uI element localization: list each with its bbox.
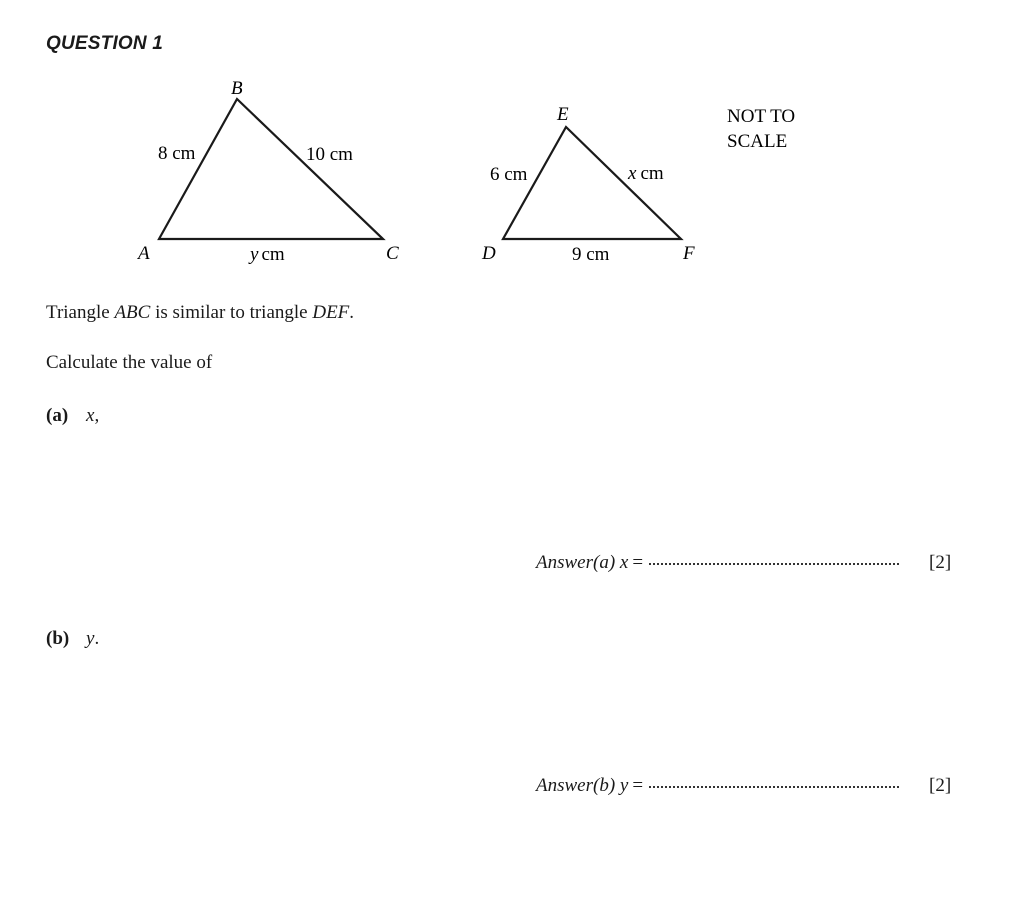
part-a-var: x bbox=[86, 405, 95, 426]
part-a-label: (a) bbox=[46, 405, 69, 426]
answer-a-label: Answer(a) x bbox=[536, 552, 629, 573]
answer-b-field[interactable] bbox=[649, 786, 899, 788]
vertex-label-e: E bbox=[557, 104, 569, 125]
vertex-label-f: F bbox=[683, 243, 695, 264]
side-label-ab: 8 cm bbox=[158, 143, 196, 164]
part-b-label: (b) bbox=[46, 628, 70, 649]
vertex-label-b: B bbox=[231, 78, 243, 99]
answer-b-label: Answer(b) y bbox=[536, 775, 629, 796]
similarity-statement bbox=[46, 302, 354, 324]
statement-abc: ABC bbox=[114, 302, 151, 323]
side-label-ac bbox=[248, 244, 285, 265]
answer-a-equals: = bbox=[632, 552, 644, 573]
part-a bbox=[46, 405, 99, 427]
part-b bbox=[46, 628, 99, 650]
answer-a-row bbox=[536, 552, 899, 574]
part-a-punct: , bbox=[94, 405, 100, 426]
answer-a-field[interactable] bbox=[649, 563, 899, 565]
side-label-ef-unit: cm bbox=[640, 163, 664, 184]
answer-a-marks: [2] bbox=[929, 552, 952, 573]
side-label-bc: 10 cm bbox=[306, 144, 353, 165]
side-label-ac-var: y bbox=[250, 244, 259, 265]
part-b-var: y bbox=[86, 628, 95, 649]
answer-b-row bbox=[536, 775, 899, 797]
statement-def: DEF bbox=[312, 302, 350, 323]
vertex-label-a: A bbox=[138, 243, 150, 264]
vertex-label-d: D bbox=[482, 243, 496, 264]
not-to-scale-line2: SCALE bbox=[727, 131, 788, 152]
vertex-label-c: C bbox=[386, 243, 399, 264]
side-label-de: 6 cm bbox=[490, 164, 528, 185]
statement-suffix: . bbox=[349, 302, 355, 323]
statement-middle: is similar to triangle bbox=[150, 302, 313, 323]
answer-b-equals: = bbox=[632, 775, 644, 796]
part-b-punct: . bbox=[94, 628, 100, 649]
triangle-abc bbox=[159, 99, 383, 239]
not-to-scale-line1: NOT TO bbox=[727, 106, 796, 127]
instruction-text: Calculate the value of bbox=[46, 352, 213, 373]
side-label-ef bbox=[627, 163, 664, 184]
side-label-ef-var: x bbox=[628, 163, 637, 184]
side-label-ac-unit: cm bbox=[261, 244, 285, 265]
similar-triangles-figure bbox=[0, 0, 1024, 300]
side-label-df: 9 cm bbox=[572, 244, 610, 265]
question-title: QUESTION 1 bbox=[46, 33, 164, 54]
answer-b-marks: [2] bbox=[929, 775, 952, 796]
statement-prefix: Triangle bbox=[46, 302, 115, 323]
